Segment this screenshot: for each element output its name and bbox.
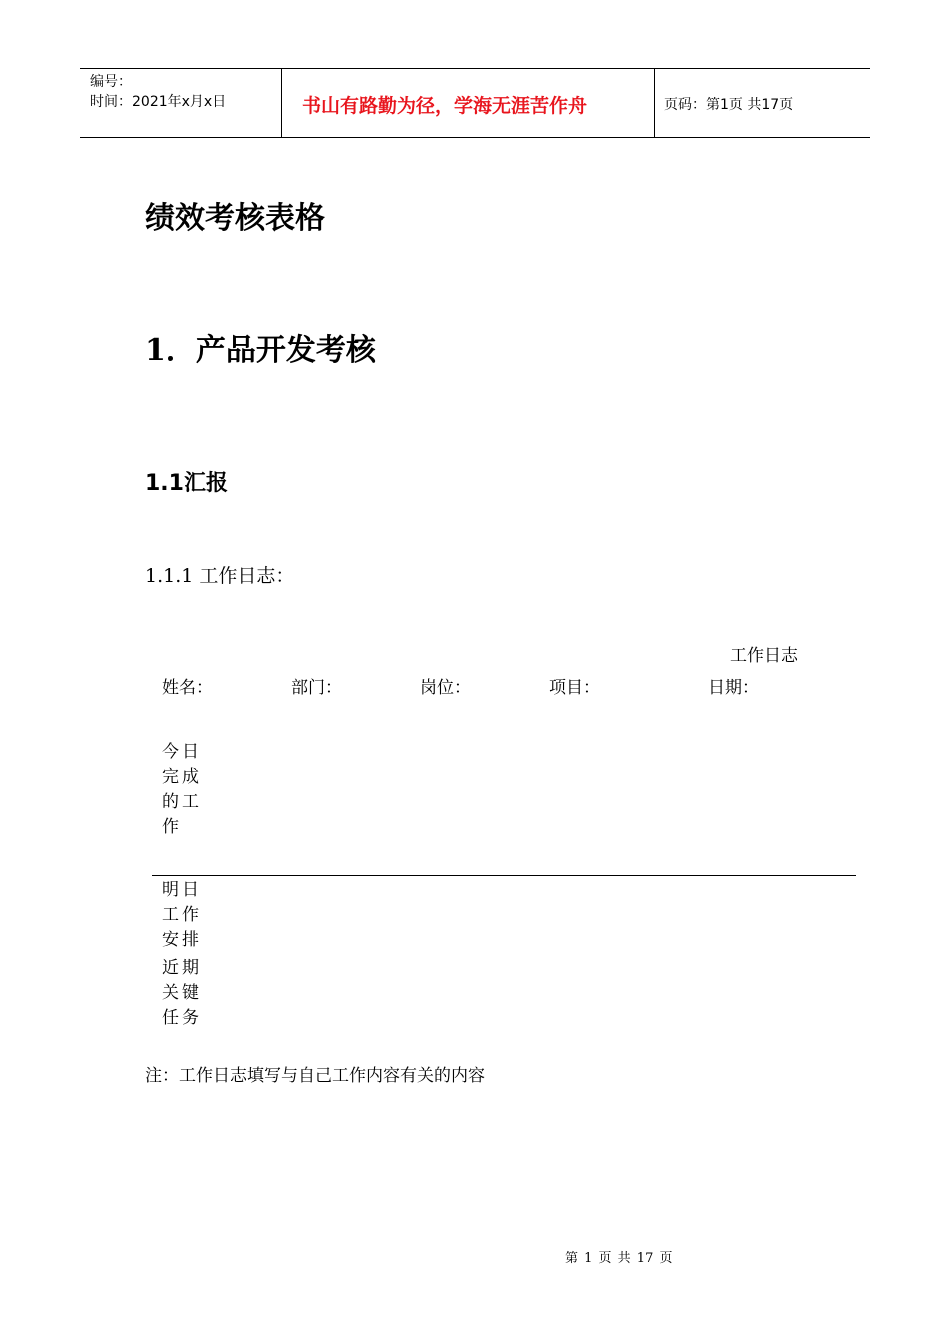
heading-2: 1.1汇报 xyxy=(145,471,228,496)
document-header xyxy=(80,68,870,138)
work-log-note: 注：工作日志填写与自己工作内容有关的内容 xyxy=(145,1066,485,1086)
header-time-label: 时间：2021年x月x日 xyxy=(90,94,227,110)
header-divider-right xyxy=(654,69,655,137)
heading-1: 1．产品开发考核 xyxy=(145,333,376,368)
field-department-label: 部门： xyxy=(291,678,342,698)
header-page-info: 页码：第1页 共17页 xyxy=(664,97,794,113)
field-date-label: 日期： xyxy=(708,678,759,698)
document-title: 绩效考核表格 xyxy=(145,201,325,236)
row-label-recent: 近期关键任务 xyxy=(162,958,202,1028)
row-label-today: 今日完成的工作 xyxy=(162,742,202,837)
row-label-tomorrow: 明日工作安排 xyxy=(162,880,202,950)
field-project-label: 项目： xyxy=(549,678,600,698)
page-footer: 第 1 页 共 17 页 xyxy=(565,1251,673,1266)
field-name-label: 姓名： xyxy=(162,678,213,698)
heading-3: 1.1.1 工作日志： xyxy=(145,565,295,587)
header-motto: 书山有路勤为径，学海无涯苦作舟 xyxy=(302,95,588,117)
work-log-title: 工作日志 xyxy=(730,646,798,666)
header-divider-left xyxy=(281,69,282,137)
header-number-label: 编号： xyxy=(90,74,132,90)
field-position-label: 岗位： xyxy=(420,678,471,698)
row-divider xyxy=(152,875,856,876)
